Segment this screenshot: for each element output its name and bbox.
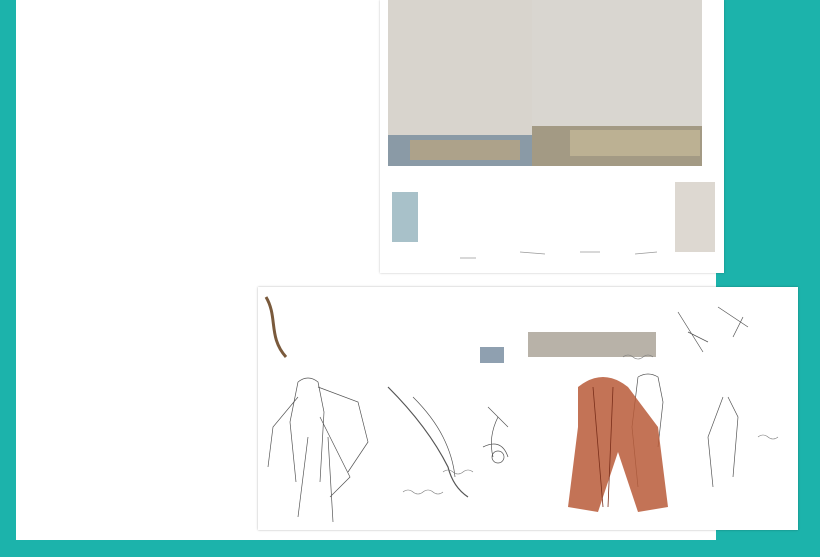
chapter-title xyxy=(740,72,752,79)
intro-text xyxy=(26,72,136,76)
body-column-2 xyxy=(144,72,252,76)
fabric-board-2 xyxy=(258,287,798,530)
sketch-board-image xyxy=(258,287,798,530)
yarn-swatch-board-image xyxy=(380,0,724,273)
fabric-board-1 xyxy=(380,0,724,273)
body-column-3 xyxy=(261,72,369,76)
chapter-sidebar xyxy=(730,0,820,557)
